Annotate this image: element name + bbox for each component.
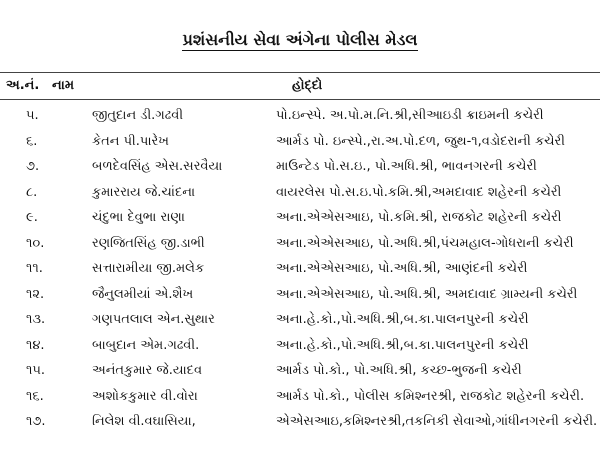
table-row [0,359,600,385]
page-title-text: પ્રશંસનીય સેવા અંગેના પોલીસ મેડલ [182,30,418,49]
table-row [0,334,600,360]
table-row [0,104,600,130]
table-row [0,232,600,258]
row-post: એએસઆઇ,કમિશ્નરશ્રી,તકનિકી સેવાઓ,ગાંધીનગરની કચેરી. [276,414,598,429]
row-serial: ૧૨. [26,286,45,302]
row-post: માઉન્ટેડ પો.સ.ઇ., પો.અધિ.શ્રી, ભાવનગરની કચેરી [276,159,537,174]
row-post: અના.એએસઆઇ, પો.અધિ.શ્રી, આણંદની કચેરી [276,261,528,276]
row-post: પો.ઇન્સ્પે. અ.પો.મ.નિ.શ્રી,સીઆઇડી ક્રાઇમની કચેરી [276,108,544,123]
header-name: નામ [52,78,75,93]
row-serial: ૧૩. [26,312,46,327]
row-name: બાબુદાન એમ.ગઢવી. [92,337,200,353]
header-bottom-rule [0,99,600,100]
row-name: બળદેવસિંહ એસ.સરવૈયા [92,159,223,174]
row-serial: ૬. [26,133,38,149]
row-serial: ૧૭. [26,414,46,429]
row-serial: ૮. [26,184,38,200]
row-serial: ૧૫. [26,363,46,378]
table-row [0,283,600,309]
row-post: અના.એએસઆઇ, પો.અધિ.શ્રી,પંચમહાલ-ગોધરાની કચેરી [276,235,574,251]
table-row [0,385,600,411]
table-header [0,74,600,98]
row-post: આર્મડ પો.કો., પો.અધિ.શ્રી, કચ્છ-ભુજની કચેરી [276,363,522,378]
row-post: વાયરલેસ પો.સ.ઇ.પો.કમિ.શ્રી,અમદાવાદ શહેરની કચેરી [276,184,562,200]
header-post: હોદ્દો [292,78,323,93]
page-title [0,30,600,50]
row-post: આર્મડ પો.કો., પોલીસ કમિશ્નરશ્રી, રાજકોટ શહેરની કચેરી. [276,388,585,404]
header-top-rule [0,72,600,73]
row-serial: ૭. [26,159,40,174]
row-name: જીતુદાન ડી.ગઢવી [92,108,184,123]
row-serial: ૧૧. [26,261,43,276]
row-post: આર્મડ પો. ઇન્સ્પે.,રા.અ.પો.દળ, જુથ-૧,વડોદરાની કચેરી [276,133,565,149]
row-serial: ૧૦. [26,235,45,251]
table-row [0,410,600,436]
table-row [0,206,600,232]
medal-list [0,104,600,436]
row-post: અના.હે.કો.,પો.અધિ.શ્રી,બ.કા.પાલનપુરની કચેરી [276,312,529,327]
row-name: કુમારરાય જે.ચાંદના [92,184,196,200]
row-serial: ૧૬. [26,388,44,404]
row-post: અના.એએસઆઇ, પો.અધિ.શ્રી, અમદાવાદ ગ્રામ્યની કચેરી [276,286,578,302]
table-row [0,130,600,156]
table-row [0,257,600,283]
row-serial: ૯. [26,210,38,225]
header-serial: અ.નં. [6,78,40,93]
row-name: નિલેશ વી.વઘાસિયા, [92,414,196,429]
row-name: કેતન પી.પારેખ [92,133,169,149]
row-post: અના.એએસઆઇ, પો.કમિ.શ્રી, રાજકોટ શહેરની કચેરી [276,210,562,225]
table-row [0,155,600,181]
row-name: અનંતકુમાર જે.યાદવ [92,363,203,378]
row-serial: ૧૪. [26,337,45,353]
row-serial: ૫. [26,108,39,123]
row-name: ચંદુભા દેવુભા રાણા [92,210,185,225]
table-row [0,308,600,334]
row-name: અશોકકુમાર વી.વોરા [92,388,198,404]
row-name: રણજિતસિંહ જી.ડાભી [92,235,205,251]
row-post: અના.હે.કો.,પો.અધિ.શ્રી,બ.કા.પાલનપુરની કચેરી [276,337,529,353]
row-name: જૈનુલમીયાં એ.શૈખ [92,286,194,302]
row-name: ગણપતલાલ એન.સુથાર [92,312,215,327]
table-row [0,181,600,207]
row-name: સત્તારામીયા જી.મલેક [92,261,205,276]
